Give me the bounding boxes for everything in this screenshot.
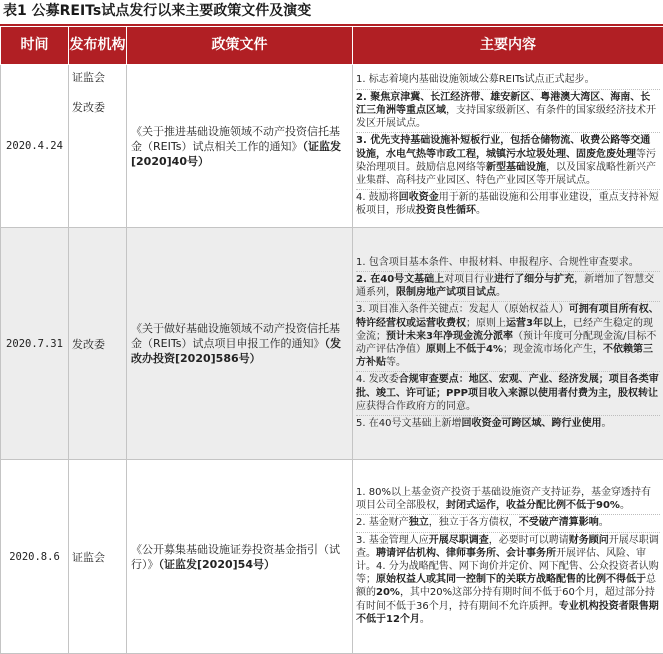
table-row [1,65,663,228]
point-bold: 限制房地产试项目试点 [396,287,496,298]
content-point [356,372,660,416]
doc-name: 《关于做好基础设施领域不动产投资信托基金（REITs）试点项目申报工作的通知》 [131,322,340,350]
point-bold: 原始权益人或其同一控制下的关联方战略配售的比例不得低于 [376,574,646,585]
row-date: 2020.7.31 [1,228,69,460]
point-text: 总额的 [356,574,656,598]
point-bold: 专业机构投资者限售期不低于12个月 [356,601,659,625]
row-org [69,228,127,460]
point-text: 2. 基金财产 [356,517,409,528]
row-org [69,460,127,654]
point-text: 1. 包含项目基本条件、申报材料、申报程序、合规性审查要求。 [356,257,639,268]
point-text: 。 [599,517,609,528]
point-text: ；现金流市场化产生， [503,344,603,355]
point-bold: 进行了细分与扩充 [494,274,574,285]
point-bold: 不受破产清算影响 [519,517,599,528]
doc-number: （证监发[2020]54号） [159,558,275,571]
point-text: 3. 基金管理人应 [356,535,429,546]
point-text: ，独立于各方债权， [429,517,519,528]
point-text: 。 [601,418,611,429]
content-point [356,515,660,532]
table-title: 表1 公募REITs试点发行以来主要政策文件及演变 [0,0,663,26]
content-point [356,90,660,134]
doc-number: （发改办投资[2020]586号） [131,337,341,365]
org-name: 发改委 [72,99,126,115]
point-text: 应获得合作政府方的同意。 [356,401,476,412]
point-bold: 开展尽职调查 [429,535,489,546]
point-text: 。 [476,205,486,216]
org-name: 证监会 [72,549,126,565]
point-text: 。 [620,500,630,511]
table-row [1,228,663,460]
point-text: ，必要时可以聘请 [489,535,569,546]
point-bold: 原则上不低于4% [426,344,503,355]
point-bold: 聘请评估机构、律师事务所、会计事务所 [376,548,556,559]
point-bold: 合规审查要点：地区、宏观、产业、经济发展；项目各类审批、竣工、许可证；PPP项目收入来源以使用者付费为主，股权转让 [356,374,659,398]
content-point [356,272,660,302]
content-point [356,255,660,272]
point-text: 开展尽职调查。 [356,535,659,559]
point-text: ，其中20%这部分持有期时间不低于60个月，超过部分持有时间不低于36个月，持有期间不允许质押。 [356,587,655,611]
content-point [356,485,660,515]
point-text: ，支持国家级新区、有条件的国家级经济技术开发区开展试点。 [356,105,656,129]
point-text: ；原则上 [466,318,506,329]
row-content [353,65,663,228]
point-bold: 预计未来3年净现金流分派率 [386,331,513,342]
org-name: 发改委 [72,336,126,352]
org-name: 证监会 [72,69,126,85]
policy-table [0,26,663,654]
point-bold: 独立 [409,517,429,528]
point-text: 4. 发改委 [356,374,399,385]
point-text: （预计年度可分配现金流/目标不动产评估净值） [356,331,656,355]
point-bold: 封闭式运作，收益分配比例不低于90% [446,500,620,511]
content-point [356,302,660,372]
point-bold: 2. 在40号文基础上 [356,274,444,285]
header-content: 主要内容 [353,27,663,65]
header-time: 时间 [1,27,69,65]
row-content [353,460,663,654]
content-point [356,133,660,190]
point-text: 3. 项目准入条件关键点：发起人（原始权益人） [356,304,569,315]
point-text: 用于新的基础设施和公用事业建设，重点支持补短板项目，形成 [356,192,659,216]
row-doc [127,228,353,460]
header-doc: 政策文件 [127,27,353,65]
content-point [356,533,660,628]
point-text: 。 [496,287,506,298]
row-date: 2020.8.6 [1,460,69,654]
point-bold: 可拥有项目所有权、特许经营权或运营收费权 [356,304,659,328]
point-text: 等。 [386,357,406,368]
row-date: 2020.4.24 [1,65,69,228]
doc-name: 《关于推进基础设施领域不动产投资信托基金（REITs）试点相关工作的通知》 [131,125,340,153]
point-bold: 不依赖第三方补贴 [356,344,653,368]
point-text: ，已经产生稳定的现金流； [356,318,653,342]
row-content [353,228,663,460]
point-text: ，新增加了智慧交通系列， [356,274,654,298]
content-point [356,72,660,89]
point-bold: 回收资金可跨区域、跨行业使用 [461,418,601,429]
point-bold: 财务顾问 [569,535,609,546]
point-text: 1. 80%以上基金资产投资于基础设施资产支持证券，基金穿透持有项目公司全部股权， [356,487,651,511]
header-row [1,27,663,65]
point-text: 1. 标志着境内基础设施领域公募REITs试点正式起步。 [356,74,595,85]
row-doc [127,65,353,228]
point-text: 。 [420,614,430,625]
point-bold: 3. 优先支持基础设施补短板行业，包括仓储物流、收费公路等交通设施，水电气热等市政工程，城镇污水垃圾处理、固废危废处理 [356,135,650,159]
table-row [1,460,663,654]
doc-number: （证监发[2020]40号） [131,140,341,168]
point-text: 等污染治理项目。鼓励信息网络等 [356,149,656,173]
point-text: 对项目行业 [444,274,494,285]
row-doc [127,460,353,654]
content-point [356,416,660,432]
content-point [356,190,660,219]
point-bold: 运营3年以上 [506,318,563,329]
doc-name: 《公开募集基础设施证券投资基金指引（试行）》 [131,543,340,571]
header-org: 发布机构 [69,27,127,65]
point-bold: 投资良性循环 [416,205,476,216]
point-bold: 回收资金 [399,192,439,203]
row-org [69,65,127,228]
point-bold: 2. 聚焦京津冀、长江经济带、雄安新区、粤港澳大湾区、海南、长江三角洲等重点区域 [356,92,650,116]
point-text: ，以及国家战略性新兴产业集群、高科技产业园区、特色产业园区等开展试点。 [356,162,656,186]
point-text: 4. 鼓励将 [356,192,399,203]
point-text: 5. 在40号文基础上新增 [356,418,461,429]
point-bold: 20% [376,587,400,598]
point-bold: 新型基础设施 [486,162,546,173]
point-text: 开展评估、风险、审计。4. 分为战略配售、网下询价并定价、网下配售、公众投资者认购等； [356,548,659,585]
